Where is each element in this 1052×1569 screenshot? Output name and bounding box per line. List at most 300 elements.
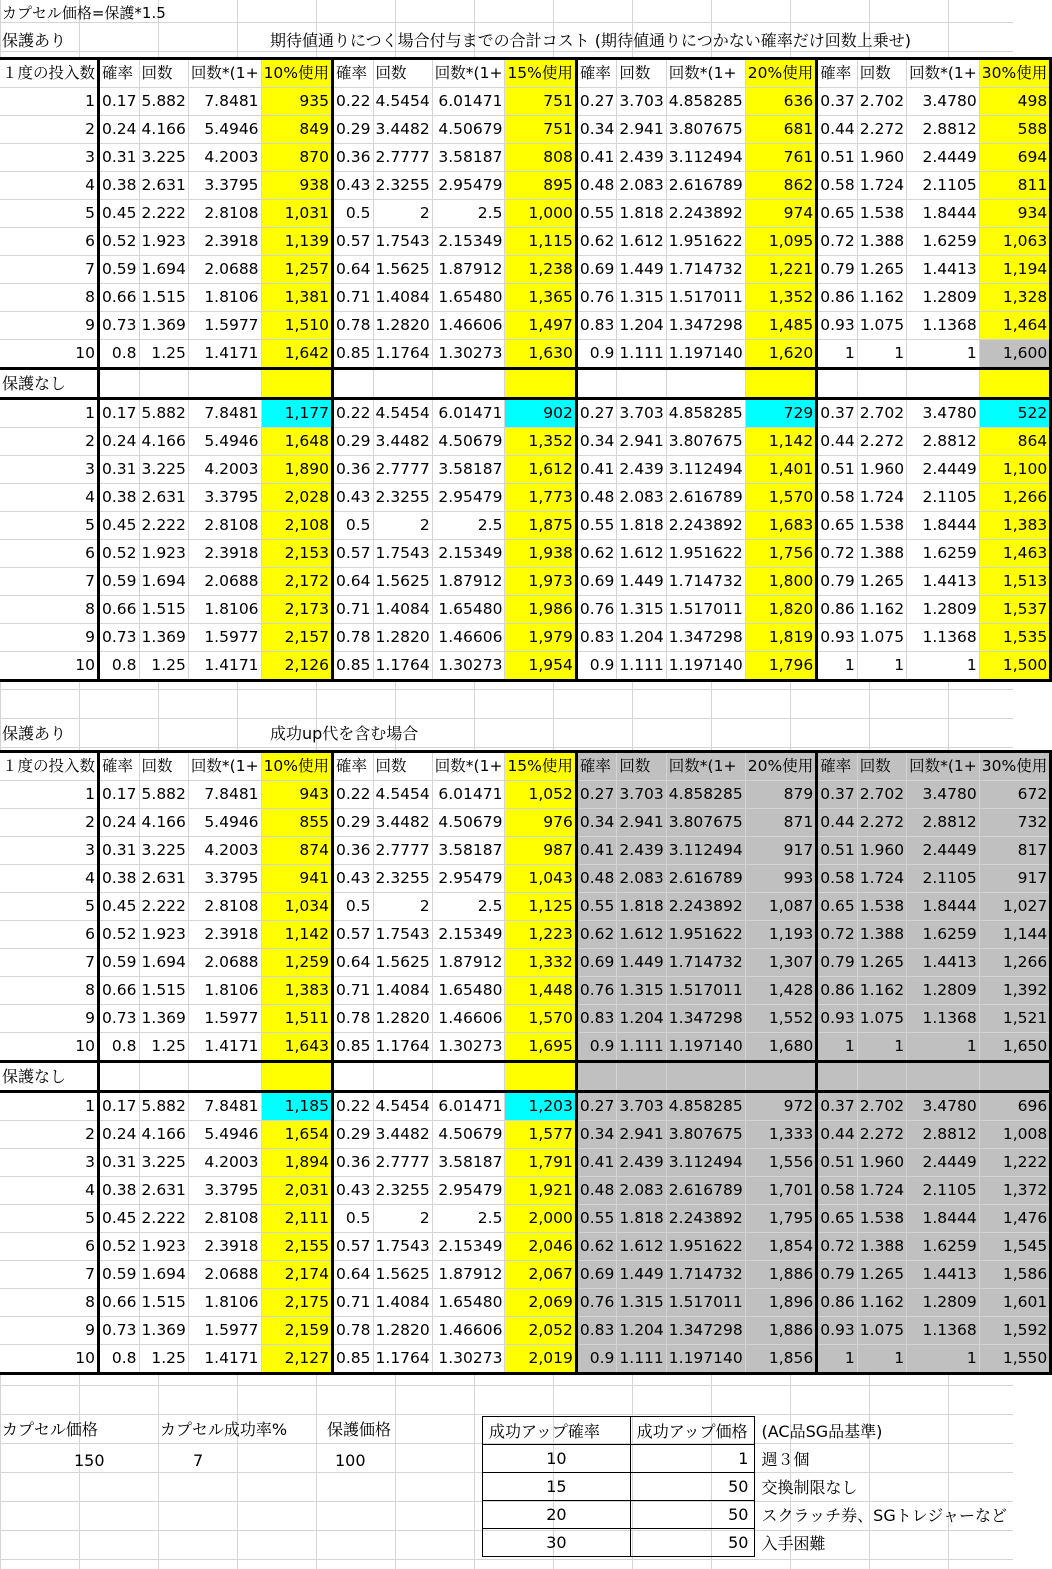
rate-cell[interactable]: 0.45 — [99, 512, 140, 540]
count-cell[interactable]: 1.4084 — [373, 977, 432, 1005]
cost-cell[interactable]: 2,067 — [505, 1261, 576, 1289]
rate-cell[interactable]: 0.22 — [333, 1092, 374, 1121]
adjusted-count-cell[interactable]: 2.5 — [432, 893, 505, 921]
adjusted-count-cell[interactable]: 1.2809 — [907, 284, 980, 312]
rate-cell[interactable]: 0.65 — [817, 893, 858, 921]
count-cell[interactable]: 2.7777 — [373, 456, 432, 484]
adjusted-count-cell[interactable]: 1.1368 — [907, 1005, 980, 1033]
rate-cell[interactable]: 0.71 — [333, 596, 374, 624]
adjusted-count-cell[interactable]: 2.0688 — [188, 568, 261, 596]
cost-cell[interactable]: 1,875 — [505, 512, 576, 540]
input-count-cell[interactable]: 4 — [0, 484, 99, 512]
count-cell[interactable]: 1.369 — [139, 624, 188, 652]
cost-cell[interactable]: 2,000 — [505, 1205, 576, 1233]
rate-cell[interactable]: 0.52 — [99, 1233, 140, 1261]
cost-cell[interactable]: 1,307 — [745, 949, 816, 977]
rate-cell[interactable]: 0.44 — [817, 1121, 858, 1149]
rate-cell[interactable]: 0.58 — [817, 172, 858, 200]
count-cell[interactable]: 1.25 — [139, 1345, 188, 1374]
rate-cell[interactable]: 0.69 — [576, 949, 617, 977]
cost-cell[interactable]: 938 — [261, 172, 332, 200]
cost-cell[interactable]: 1,552 — [745, 1005, 816, 1033]
rate-cell[interactable]: 0.45 — [99, 200, 140, 228]
count-cell[interactable]: 1.538 — [857, 512, 906, 540]
cost-cell[interactable]: 1,125 — [505, 893, 576, 921]
rate-cell[interactable]: 0.34 — [576, 1121, 617, 1149]
input-count-cell[interactable]: 10 — [0, 1033, 99, 1062]
cost-cell[interactable]: 1,332 — [505, 949, 576, 977]
adjusted-count-cell[interactable]: 1.5977 — [188, 1005, 261, 1033]
count-cell[interactable]: 1.1764 — [373, 652, 432, 681]
count-cell[interactable]: 1.960 — [857, 1149, 906, 1177]
count-cell[interactable]: 1.1764 — [373, 340, 432, 369]
table-cell[interactable] — [576, 1062, 617, 1092]
rate-cell[interactable]: 0.27 — [576, 781, 617, 809]
column-header[interactable]: 回数*(1+ — [188, 752, 261, 781]
rate-cell[interactable]: 0.64 — [333, 568, 374, 596]
count-cell[interactable]: 1.4084 — [373, 596, 432, 624]
adjusted-count-cell[interactable]: 6.01471 — [432, 399, 505, 428]
adjusted-count-cell[interactable]: 4.2003 — [188, 456, 261, 484]
count-cell[interactable]: 4.166 — [139, 809, 188, 837]
count-cell[interactable]: 1.1764 — [373, 1345, 432, 1374]
rate-cell[interactable]: 0.71 — [333, 284, 374, 312]
input-count-cell[interactable]: 10 — [0, 652, 99, 681]
count-cell[interactable]: 3.4482 — [373, 428, 432, 456]
adjusted-count-cell[interactable]: 1.4171 — [188, 1345, 261, 1374]
adjusted-count-cell[interactable]: 1.8106 — [188, 284, 261, 312]
cost-cell[interactable]: 2,172 — [261, 568, 332, 596]
cost-cell[interactable]: 1,550 — [979, 1345, 1050, 1374]
subtitle-top[interactable]: 期待値通りにつく場合付与までの合計コスト (期待値通りにつかない確率だけ回数上乗せ) — [270, 31, 911, 50]
cost-cell[interactable]: 1,601 — [979, 1289, 1050, 1317]
adjusted-count-cell[interactable]: 4.858285 — [666, 781, 745, 809]
rate-cell[interactable]: 0.43 — [333, 172, 374, 200]
cost-cell[interactable]: 811 — [979, 172, 1050, 200]
count-cell[interactable]: 2 — [373, 512, 432, 540]
adjusted-count-cell[interactable]: 1 — [907, 340, 980, 369]
adjusted-count-cell[interactable]: 1.1368 — [907, 1317, 980, 1345]
cost-cell[interactable]: 1,894 — [261, 1149, 332, 1177]
count-cell[interactable]: 2.631 — [139, 484, 188, 512]
column-header-input-count[interactable]: １度の投入数 — [0, 752, 99, 781]
adjusted-count-cell[interactable]: 1.6259 — [907, 921, 980, 949]
cost-cell[interactable]: 1,266 — [979, 484, 1050, 512]
cost-cell[interactable]: 1,577 — [505, 1121, 576, 1149]
count-cell[interactable]: 4.5454 — [373, 399, 432, 428]
count-cell[interactable]: 2.272 — [857, 809, 906, 837]
rate-cell[interactable]: 0.59 — [99, 256, 140, 284]
adjusted-count-cell[interactable]: 3.3795 — [188, 172, 261, 200]
adjusted-count-cell[interactable]: 2.4449 — [907, 456, 980, 484]
cost-cell[interactable]: 935 — [261, 88, 332, 116]
adjusted-count-cell[interactable]: 5.4946 — [188, 116, 261, 144]
adjusted-count-cell[interactable]: 2.95479 — [432, 484, 505, 512]
rate-cell[interactable]: 0.31 — [99, 1149, 140, 1177]
rate-cell[interactable]: 0.34 — [576, 428, 617, 456]
input-count-cell[interactable]: 7 — [0, 949, 99, 977]
adjusted-count-cell[interactable]: 7.8481 — [188, 1092, 261, 1121]
cost-cell[interactable]: 1,352 — [745, 284, 816, 312]
rate-cell[interactable]: 0.52 — [99, 540, 140, 568]
rate-cell[interactable]: 0.86 — [817, 1289, 858, 1317]
rate-cell[interactable]: 0.93 — [817, 1005, 858, 1033]
count-cell[interactable]: 3.703 — [617, 399, 666, 428]
count-cell[interactable]: 2.083 — [617, 172, 666, 200]
cost-cell[interactable]: 1,464 — [979, 312, 1050, 340]
input-count-cell[interactable]: 1 — [0, 1092, 99, 1121]
count-cell[interactable]: 2.083 — [617, 865, 666, 893]
input-count-cell[interactable]: 3 — [0, 1149, 99, 1177]
count-cell[interactable]: 5.882 — [139, 399, 188, 428]
rate-cell[interactable]: 0.24 — [99, 428, 140, 456]
rate-cell[interactable]: 0.38 — [99, 484, 140, 512]
adjusted-count-cell[interactable]: 1.6259 — [907, 540, 980, 568]
table-cell[interactable] — [432, 1062, 505, 1092]
cost-cell[interactable]: 1,938 — [505, 540, 576, 568]
cost-cell[interactable]: 732 — [979, 809, 1050, 837]
count-cell[interactable]: 2.439 — [617, 837, 666, 865]
count-cell[interactable]: 1.449 — [617, 568, 666, 596]
rate-cell[interactable]: 0.57 — [333, 540, 374, 568]
adjusted-count-cell[interactable]: 3.112494 — [666, 1149, 745, 1177]
successup-source-cell[interactable]: スクラッチ券、SGトレジャーなど — [755, 1501, 1013, 1529]
adjusted-count-cell[interactable]: 2.616789 — [666, 484, 745, 512]
count-cell[interactable]: 1.369 — [139, 1317, 188, 1345]
count-cell[interactable]: 2.702 — [857, 1092, 906, 1121]
count-cell[interactable]: 1.265 — [857, 1261, 906, 1289]
section-label-without-protect[interactable]: 保護なし — [0, 369, 99, 399]
cost-cell[interactable]: 2,153 — [261, 540, 332, 568]
column-header[interactable]: 回数 — [857, 59, 906, 88]
adjusted-count-cell[interactable]: 1.30273 — [432, 340, 505, 369]
rate-cell[interactable]: 0.22 — [333, 781, 374, 809]
count-cell[interactable]: 1.265 — [857, 568, 906, 596]
adjusted-count-cell[interactable]: 1.5977 — [188, 312, 261, 340]
cost-cell[interactable]: 1,890 — [261, 456, 332, 484]
rate-cell[interactable]: 0.93 — [817, 624, 858, 652]
rate-cell[interactable]: 0.62 — [576, 921, 617, 949]
table-cell[interactable] — [373, 1062, 432, 1092]
adjusted-count-cell[interactable]: 2.3918 — [188, 540, 261, 568]
column-header[interactable]: 確率 — [576, 59, 617, 88]
cost-cell[interactable]: 1,193 — [745, 921, 816, 949]
adjusted-count-cell[interactable]: 2.3918 — [188, 228, 261, 256]
count-cell[interactable]: 4.166 — [139, 116, 188, 144]
cost-cell[interactable]: 1,448 — [505, 977, 576, 1005]
count-cell[interactable]: 3.4482 — [373, 809, 432, 837]
adjusted-count-cell[interactable]: 1.65480 — [432, 284, 505, 312]
cost-cell[interactable]: 1,886 — [745, 1261, 816, 1289]
cost-cell[interactable]: 1,401 — [745, 456, 816, 484]
successup-rate-cell[interactable]: 15 — [483, 1473, 631, 1501]
column-header[interactable]: 確率 — [333, 59, 374, 88]
count-cell[interactable]: 1.818 — [617, 512, 666, 540]
count-cell[interactable]: 3.4482 — [373, 116, 432, 144]
adjusted-count-cell[interactable]: 1.347298 — [666, 1317, 745, 1345]
cost-cell[interactable]: 849 — [261, 116, 332, 144]
cost-cell[interactable]: 1,139 — [261, 228, 332, 256]
cost-cell[interactable]: 1,142 — [261, 921, 332, 949]
cost-cell[interactable]: 874 — [261, 837, 332, 865]
cost-cell[interactable]: 1,203 — [505, 1092, 576, 1121]
cost-cell[interactable]: 1,259 — [261, 949, 332, 977]
adjusted-count-cell[interactable]: 7.8481 — [188, 399, 261, 428]
capsule-price-value[interactable]: 150 — [74, 1451, 105, 1470]
cost-cell[interactable]: 1,328 — [979, 284, 1050, 312]
column-header[interactable]: 20%使用 — [745, 59, 816, 88]
adjusted-count-cell[interactable]: 2.8108 — [188, 1205, 261, 1233]
count-cell[interactable]: 1.724 — [857, 1177, 906, 1205]
adjusted-count-cell[interactable]: 1.65480 — [432, 1289, 505, 1317]
rate-cell[interactable]: 0.5 — [333, 512, 374, 540]
adjusted-count-cell[interactable]: 1.46606 — [432, 624, 505, 652]
column-header[interactable]: 回数*(1+ — [907, 59, 980, 88]
count-cell[interactable]: 2.3255 — [373, 484, 432, 512]
rate-cell[interactable]: 0.71 — [333, 1289, 374, 1317]
cost-cell[interactable]: 2,108 — [261, 512, 332, 540]
input-count-cell[interactable]: 1 — [0, 88, 99, 116]
rate-cell[interactable]: 0.44 — [817, 116, 858, 144]
rate-cell[interactable]: 0.48 — [576, 1177, 617, 1205]
adjusted-count-cell[interactable]: 3.807675 — [666, 1121, 745, 1149]
cost-cell[interactable]: 2,127 — [261, 1345, 332, 1374]
adjusted-count-cell[interactable]: 1.5977 — [188, 1317, 261, 1345]
input-count-cell[interactable]: 7 — [0, 1261, 99, 1289]
cost-cell[interactable]: 1,177 — [261, 399, 332, 428]
cost-cell[interactable]: 941 — [261, 865, 332, 893]
table-cell[interactable] — [432, 369, 505, 399]
adjusted-count-cell[interactable]: 1.8444 — [907, 1205, 980, 1233]
rate-cell[interactable]: 0.31 — [99, 144, 140, 172]
adjusted-count-cell[interactable]: 2.0688 — [188, 256, 261, 284]
adjusted-count-cell[interactable]: 1.4171 — [188, 340, 261, 369]
cost-cell[interactable]: 1,144 — [979, 921, 1050, 949]
successup-rate-header[interactable]: 成功アップ確率 — [483, 1417, 631, 1445]
count-cell[interactable]: 2 — [373, 893, 432, 921]
input-count-cell[interactable]: 5 — [0, 893, 99, 921]
cost-cell[interactable]: 1,701 — [745, 1177, 816, 1205]
rate-cell[interactable]: 0.9 — [576, 340, 617, 369]
count-cell[interactable]: 1.075 — [857, 312, 906, 340]
adjusted-count-cell[interactable]: 6.01471 — [432, 781, 505, 809]
cost-cell[interactable]: 1,570 — [505, 1005, 576, 1033]
adjusted-count-cell[interactable]: 2.95479 — [432, 172, 505, 200]
cost-cell[interactable]: 2,028 — [261, 484, 332, 512]
count-cell[interactable]: 3.225 — [139, 1149, 188, 1177]
cost-cell[interactable]: 917 — [979, 865, 1050, 893]
count-cell[interactable]: 3.703 — [617, 1092, 666, 1121]
rate-cell[interactable]: 0.41 — [576, 456, 617, 484]
cost-cell[interactable]: 976 — [505, 809, 576, 837]
adjusted-count-cell[interactable]: 1.951622 — [666, 540, 745, 568]
section-label-with-protect-2[interactable]: 保護あり — [2, 724, 67, 743]
count-cell[interactable]: 2.631 — [139, 1177, 188, 1205]
rate-cell[interactable]: 0.22 — [333, 399, 374, 428]
cost-cell[interactable]: 1,222 — [979, 1149, 1050, 1177]
rate-cell[interactable]: 0.27 — [576, 88, 617, 116]
count-cell[interactable]: 1.515 — [139, 596, 188, 624]
adjusted-count-cell[interactable]: 2.243892 — [666, 1205, 745, 1233]
column-header[interactable]: 回数 — [139, 752, 188, 781]
count-cell[interactable]: 1.162 — [857, 1289, 906, 1317]
cost-cell[interactable]: 1,383 — [261, 977, 332, 1005]
column-header-input-count[interactable]: １度の投入数 — [0, 59, 99, 88]
rate-cell[interactable]: 1 — [817, 1345, 858, 1374]
count-cell[interactable]: 1.612 — [617, 1233, 666, 1261]
rate-cell[interactable]: 0.78 — [333, 624, 374, 652]
cost-cell[interactable]: 1,100 — [979, 456, 1050, 484]
adjusted-count-cell[interactable]: 2.3918 — [188, 921, 261, 949]
adjusted-count-cell[interactable]: 3.58187 — [432, 144, 505, 172]
cost-cell[interactable]: 1,428 — [745, 977, 816, 1005]
rate-cell[interactable]: 0.9 — [576, 652, 617, 681]
table-cell[interactable] — [505, 1062, 576, 1092]
rate-cell[interactable]: 0.52 — [99, 228, 140, 256]
count-cell[interactable]: 1.2820 — [373, 1317, 432, 1345]
cost-cell[interactable]: 864 — [979, 428, 1050, 456]
capsule-price-label[interactable]: カプセル価格 — [2, 1420, 98, 1439]
cost-cell[interactable]: 2,052 — [505, 1317, 576, 1345]
count-cell[interactable]: 2.083 — [617, 484, 666, 512]
subtitle-mid[interactable]: 成功up代を含む場合 — [270, 724, 419, 743]
rate-cell[interactable]: 0.65 — [817, 1205, 858, 1233]
adjusted-count-cell[interactable]: 4.50679 — [432, 428, 505, 456]
count-cell[interactable]: 1.960 — [857, 456, 906, 484]
rate-cell[interactable]: 0.27 — [576, 399, 617, 428]
rate-cell[interactable]: 0.44 — [817, 428, 858, 456]
input-count-cell[interactable]: 1 — [0, 399, 99, 428]
adjusted-count-cell[interactable]: 2.3918 — [188, 1233, 261, 1261]
count-cell[interactable]: 1.25 — [139, 652, 188, 681]
input-count-cell[interactable]: 8 — [0, 977, 99, 1005]
rate-cell[interactable]: 0.64 — [333, 1261, 374, 1289]
cost-cell[interactable]: 1,511 — [261, 1005, 332, 1033]
adjusted-count-cell[interactable]: 2.8108 — [188, 893, 261, 921]
count-cell[interactable]: 1.538 — [857, 1205, 906, 1233]
cost-cell[interactable]: 1,886 — [745, 1317, 816, 1345]
cost-cell[interactable]: 2,159 — [261, 1317, 332, 1345]
adjusted-count-cell[interactable]: 1.714732 — [666, 568, 745, 596]
adjusted-count-cell[interactable]: 4.50679 — [432, 809, 505, 837]
count-cell[interactable]: 1.111 — [617, 340, 666, 369]
adjusted-count-cell[interactable]: 3.112494 — [666, 144, 745, 172]
rate-cell[interactable]: 0.43 — [333, 484, 374, 512]
adjusted-count-cell[interactable]: 1.2809 — [907, 1289, 980, 1317]
count-cell[interactable]: 1 — [857, 1033, 906, 1062]
column-header[interactable]: 回数*(1+ — [188, 59, 261, 88]
successup-price-header[interactable]: 成功アップ価格 — [630, 1417, 755, 1445]
count-cell[interactable]: 2.702 — [857, 399, 906, 428]
count-cell[interactable]: 1.4084 — [373, 1289, 432, 1317]
rate-cell[interactable]: 1 — [817, 652, 858, 681]
input-count-cell[interactable]: 5 — [0, 200, 99, 228]
count-cell[interactable]: 1.5625 — [373, 568, 432, 596]
rate-cell[interactable]: 0.62 — [576, 1233, 617, 1261]
cost-cell[interactable]: 1,257 — [261, 256, 332, 284]
input-count-cell[interactable]: 8 — [0, 1289, 99, 1317]
rate-cell[interactable]: 1 — [817, 340, 858, 369]
input-count-cell[interactable]: 6 — [0, 540, 99, 568]
adjusted-count-cell[interactable]: 4.2003 — [188, 837, 261, 865]
rate-cell[interactable]: 0.59 — [99, 1261, 140, 1289]
rate-cell[interactable]: 0.62 — [576, 228, 617, 256]
input-count-cell[interactable]: 9 — [0, 624, 99, 652]
cost-cell[interactable]: 1,115 — [505, 228, 576, 256]
cost-cell[interactable]: 2,046 — [505, 1233, 576, 1261]
cost-cell[interactable]: 2,069 — [505, 1289, 576, 1317]
adjusted-count-cell[interactable]: 1.87912 — [432, 256, 505, 284]
count-cell[interactable]: 3.4482 — [373, 1121, 432, 1149]
count-cell[interactable]: 1.960 — [857, 144, 906, 172]
adjusted-count-cell[interactable]: 1.517011 — [666, 977, 745, 1005]
rate-cell[interactable]: 0.76 — [576, 596, 617, 624]
rate-cell[interactable]: 0.31 — [99, 837, 140, 865]
cost-cell[interactable]: 1,796 — [745, 652, 816, 681]
table-cell[interactable] — [617, 1062, 666, 1092]
cost-cell[interactable]: 808 — [505, 144, 576, 172]
cost-cell[interactable]: 1,087 — [745, 893, 816, 921]
cost-cell[interactable]: 1,556 — [745, 1149, 816, 1177]
cost-cell[interactable]: 1,795 — [745, 1205, 816, 1233]
adjusted-count-cell[interactable]: 1 — [907, 1345, 980, 1374]
adjusted-count-cell[interactable]: 1.347298 — [666, 624, 745, 652]
count-cell[interactable]: 1.612 — [617, 921, 666, 949]
rate-cell[interactable]: 0.8 — [99, 1345, 140, 1374]
adjusted-count-cell[interactable]: 1.30273 — [432, 1033, 505, 1062]
cost-cell[interactable]: 1,392 — [979, 977, 1050, 1005]
adjusted-count-cell[interactable]: 3.807675 — [666, 428, 745, 456]
input-count-cell[interactable]: 1 — [0, 781, 99, 809]
adjusted-count-cell[interactable]: 7.8481 — [188, 88, 261, 116]
column-header[interactable]: 回数 — [373, 59, 432, 88]
cost-cell[interactable]: 1,383 — [979, 512, 1050, 540]
table-cell[interactable] — [139, 369, 188, 399]
cost-cell[interactable]: 1,986 — [505, 596, 576, 624]
count-cell[interactable]: 2.272 — [857, 428, 906, 456]
count-cell[interactable]: 1.724 — [857, 172, 906, 200]
adjusted-count-cell[interactable]: 1 — [907, 652, 980, 681]
rate-cell[interactable]: 0.8 — [99, 1033, 140, 1062]
rate-cell[interactable]: 0.76 — [576, 284, 617, 312]
protect-price-label[interactable]: 保護価格 — [327, 1420, 392, 1439]
rate-cell[interactable]: 0.48 — [576, 484, 617, 512]
cost-cell[interactable]: 522 — [979, 399, 1050, 428]
input-count-cell[interactable]: 7 — [0, 568, 99, 596]
table-cell[interactable] — [373, 369, 432, 399]
adjusted-count-cell[interactable]: 2.15349 — [432, 921, 505, 949]
adjusted-count-cell[interactable]: 2.15349 — [432, 228, 505, 256]
adjusted-count-cell[interactable]: 1.30273 — [432, 652, 505, 681]
successup-source-cell[interactable]: 入手困難 — [755, 1529, 1013, 1557]
adjusted-count-cell[interactable]: 1.4171 — [188, 1033, 261, 1062]
adjusted-count-cell[interactable]: 3.4780 — [907, 1092, 980, 1121]
cost-cell[interactable]: 1,333 — [745, 1121, 816, 1149]
rate-cell[interactable]: 0.73 — [99, 1005, 140, 1033]
table-cell[interactable] — [857, 369, 906, 399]
adjusted-count-cell[interactable]: 4.2003 — [188, 1149, 261, 1177]
capsule-rate-label[interactable]: カプセル成功率% — [160, 1420, 288, 1439]
count-cell[interactable]: 1.449 — [617, 949, 666, 977]
count-cell[interactable]: 1.2820 — [373, 624, 432, 652]
cost-cell[interactable]: 2,126 — [261, 652, 332, 681]
adjusted-count-cell[interactable]: 1.517011 — [666, 1289, 745, 1317]
rate-cell[interactable]: 0.31 — [99, 456, 140, 484]
adjusted-count-cell[interactable]: 1.2809 — [907, 596, 980, 624]
rate-cell[interactable]: 0.55 — [576, 512, 617, 540]
count-cell[interactable]: 1.612 — [617, 540, 666, 568]
rate-cell[interactable]: 0.57 — [333, 228, 374, 256]
